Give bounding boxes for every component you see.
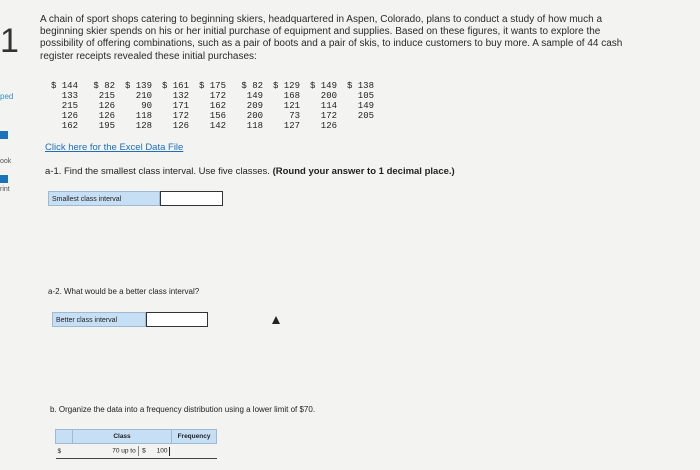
table-cell: 105: [357, 91, 374, 101]
table-row: [50, 101, 374, 111]
frequency-input-cell[interactable]: [172, 444, 217, 459]
table-cell: 172: [172, 111, 189, 121]
left-sidebar: [0, 0, 22, 470]
mouse-cursor-icon: [272, 316, 280, 324]
table-cell: 90: [141, 101, 152, 111]
class-range-cell: [73, 444, 172, 459]
ebook-icon[interactable]: [0, 131, 8, 139]
class-dollar-sign: $: [56, 444, 73, 459]
table-row: [50, 91, 374, 101]
table-cell: $ 138: [346, 81, 374, 91]
table-cell: 205: [357, 111, 374, 121]
table-cell: 215: [61, 101, 78, 111]
table-cell: $ 139: [124, 81, 152, 91]
table-cell: 118: [135, 111, 152, 121]
table-cell: 133: [61, 91, 78, 101]
table-cell: [337, 121, 374, 131]
question-number: 1: [0, 22, 19, 60]
table-cell: 171: [172, 101, 189, 111]
frequency-table: [55, 429, 217, 459]
table-cell: $ 82: [93, 81, 115, 91]
table-cell: 215: [98, 91, 115, 101]
table-cell: 118: [246, 121, 263, 131]
freq-header-frequency: Frequency: [172, 430, 217, 444]
table-cell: $ 175: [198, 81, 226, 91]
answer-a2-row: [52, 312, 208, 327]
table-row: [56, 444, 217, 459]
question-a1-text: a-1. Find the smallest class interval. Use five classes.: [45, 166, 273, 177]
class-lower-limit: 70: [112, 447, 120, 455]
question-a1: [45, 166, 455, 177]
table-cell: 200: [246, 111, 263, 121]
table-cell: 126: [61, 111, 78, 121]
table-cell: $ 161: [161, 81, 189, 91]
table-cell: 126: [172, 121, 189, 131]
answer-a2-label: Better class interval: [52, 312, 146, 327]
cell-divider: [138, 446, 139, 456]
table-cell: 200: [320, 91, 337, 101]
table-cell: 127: [283, 121, 300, 131]
class-upto-label: up to: [121, 447, 136, 455]
table-cell: 121: [283, 101, 300, 111]
table-cell: 142: [209, 121, 226, 131]
table-cell: 128: [135, 121, 152, 131]
table-cell: 149: [357, 101, 374, 111]
sidebar-print-label[interactable]: rint: [0, 186, 10, 193]
table-cell: 209: [246, 101, 263, 111]
table-cell: 132: [172, 91, 189, 101]
table-cell: 73: [289, 111, 300, 121]
table-row: [50, 81, 374, 91]
class-upper-dollar: $: [142, 447, 146, 455]
freq-header-class: Class: [73, 430, 172, 444]
table-cell: $ 144: [50, 81, 78, 91]
sidebar-status-label: ped: [0, 92, 14, 101]
better-class-interval-input[interactable]: [146, 312, 208, 327]
question-a1-instruction: (Round your answer to 1 decimal place.): [272, 166, 455, 177]
class-upper-limit: 100: [156, 447, 168, 455]
table-cell: 168: [283, 91, 300, 101]
text-caret: [169, 447, 170, 456]
question-b: b. Organize the data into a frequency distribution using a lower limit of $70.: [50, 405, 316, 414]
table-cell: 162: [61, 121, 78, 131]
table-cell: 126: [98, 111, 115, 121]
table-cell: $ 149: [309, 81, 337, 91]
table-cell: 195: [98, 121, 115, 131]
answer-a1-row: [48, 191, 223, 206]
table-cell: 126: [98, 101, 115, 111]
table-cell: 172: [209, 91, 226, 101]
table-cell: 126: [320, 121, 337, 131]
table-cell: 210: [135, 91, 152, 101]
answer-a1-label: Smallest class interval: [48, 191, 160, 206]
freq-header-spacer: [56, 430, 73, 444]
sidebar-ebook-label[interactable]: ook: [0, 158, 12, 165]
print-icon[interactable]: [0, 175, 8, 183]
excel-data-link[interactable]: Click here for the Excel Data File: [45, 142, 184, 153]
table-cell: 114: [320, 101, 337, 111]
table-cell: 156: [209, 111, 226, 121]
smallest-class-interval-input[interactable]: [160, 191, 223, 206]
table-cell: $ 82: [241, 81, 263, 91]
question-a2: a-2. What would be a better class interval?: [48, 287, 200, 296]
table-cell: 172: [320, 111, 337, 121]
problem-statement: A chain of sport shops catering to beginning skiers, headquartered in Aspen, Colorado, plans to conduct a study of how much a beginning skier spends on his or her initial purchase of equipment and supplies. Based on these figures, it wants to explore the possibility of offering combinations, such as a pair of boots and a pair of skis, to induce customers to buy more. A sample of 44 cash register receipts revealed these initial purchases:: [40, 14, 623, 62]
purchase-data-table: [50, 81, 374, 131]
table-cell: $ 129: [272, 81, 300, 91]
table-row: [50, 121, 374, 131]
table-row: [50, 111, 374, 121]
table-cell: 162: [209, 101, 226, 111]
table-cell: 149: [246, 91, 263, 101]
